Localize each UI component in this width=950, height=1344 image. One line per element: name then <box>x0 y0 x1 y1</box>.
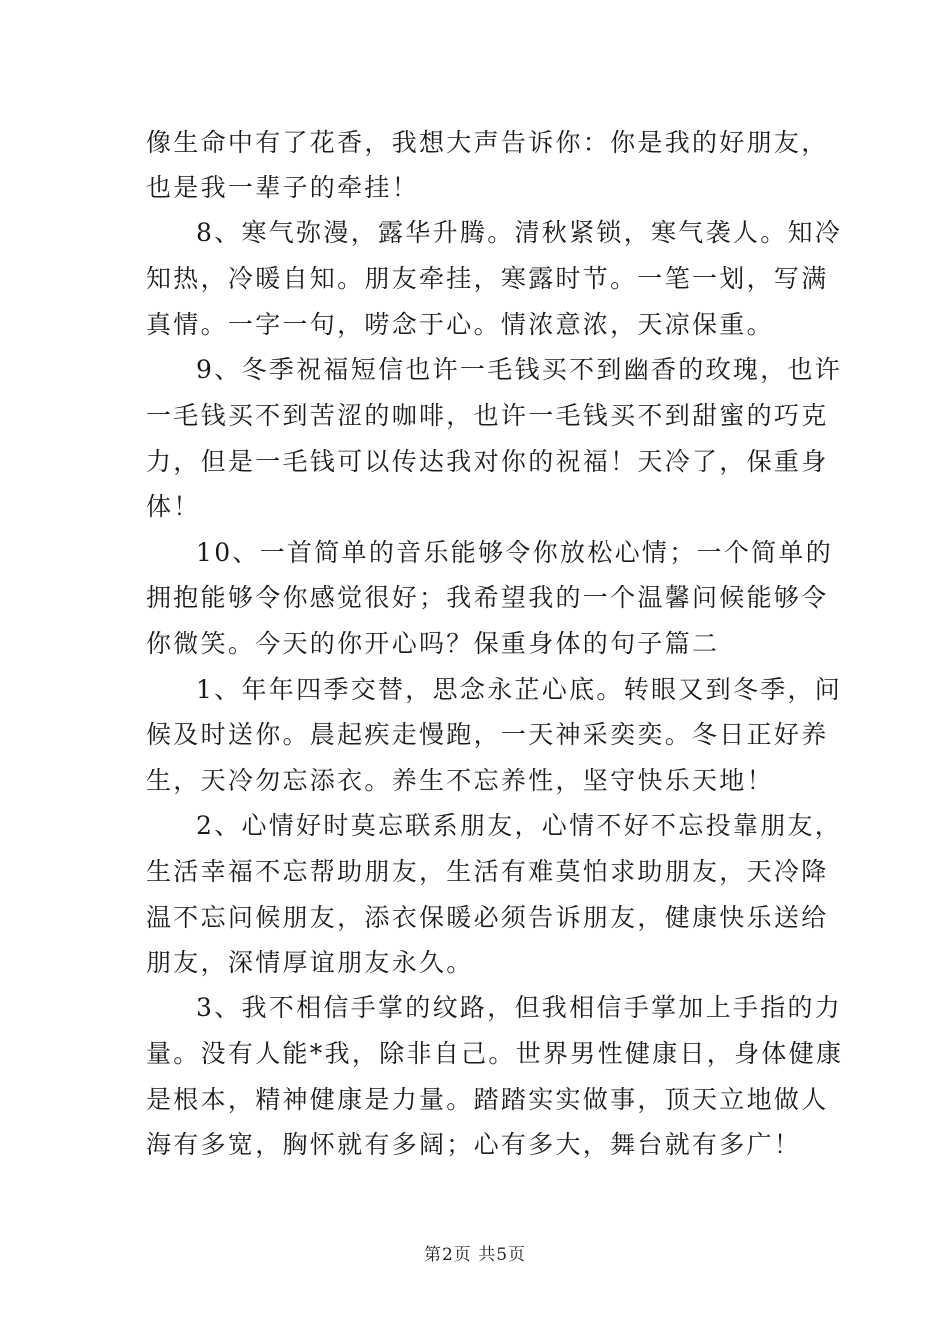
text-line: 体！ <box>146 492 201 521</box>
text-line: 朋友，深情厚谊朋友永久。 <box>146 948 474 977</box>
text-line: 生，天冷勿忘添衣。养生不忘养性，坚守快乐天地！ <box>146 766 774 795</box>
text-line: 一毛钱买不到苦涩的咖啡，也许一毛钱买不到甜蜜的巧克 <box>146 401 829 430</box>
text-line: 8、寒气弥漫，露华升腾。清秋紧锁，寒气袭人。知冷 <box>196 218 843 247</box>
text-line: 你微笑。今天的你开心吗？保重身体的句子篇二 <box>146 629 720 658</box>
page-footer: 第2页 共5页 <box>423 1245 527 1265</box>
text-line: 温不忘问候朋友，添衣保暖必须告诉朋友，健康快乐送给 <box>146 903 829 932</box>
text-line: 真情。一字一句，唠念于心。情浓意浓，天凉保重。 <box>146 310 774 339</box>
text-line: 知热，冷暖自知。朋友牵挂，寒露时节。一笔一划，写满 <box>146 264 829 293</box>
text-line: 候及时送你。晨起疾走慢跑，一天神采奕奕。冬日正好养 <box>146 720 829 749</box>
text-line: 海有多宽，胸怀就有多阔；心有多大，舞台就有多广！ <box>146 1130 802 1159</box>
text-line: 量。没有人能*我，除非自己。世界男性健康日，身体健康 <box>146 1039 844 1068</box>
text-line: 是根本，精神健康是力量。踏踏实实做事，顶天立地做人 <box>146 1085 829 1114</box>
text-line: 3、我不相信手掌的纹路，但我相信手掌加上手指的力 <box>196 993 843 1022</box>
text-line: 也是我一辈子的牵挂！ <box>146 173 420 202</box>
text-line: 9、冬季祝福短信也许一毛钱买不到幽香的玫瑰，也许 <box>196 355 843 384</box>
text-line: 力，但是一毛钱可以传达我对你的祝福！天冷了，保重身 <box>146 447 829 476</box>
text-line: 10、一首简单的音乐能够令你放松心情；一个简单的 <box>196 538 834 567</box>
text-line: 拥抱能够令你感觉很好；我希望我的一个温馨问候能够令 <box>146 583 829 612</box>
text-line: 1、年年四季交替，思念永芷心底。转眼又到冬季，问 <box>196 675 843 704</box>
text-line: 2、心情好时莫忘联系朋友，心情不好不忘投靠朋友， <box>196 811 843 840</box>
text-line: 生活幸福不忘帮助朋友，生活有难莫怕求助朋友，天冷降 <box>146 857 829 886</box>
text-line: 像生命中有了花香，我想大声告诉你：你是我的好朋友， <box>146 128 829 157</box>
